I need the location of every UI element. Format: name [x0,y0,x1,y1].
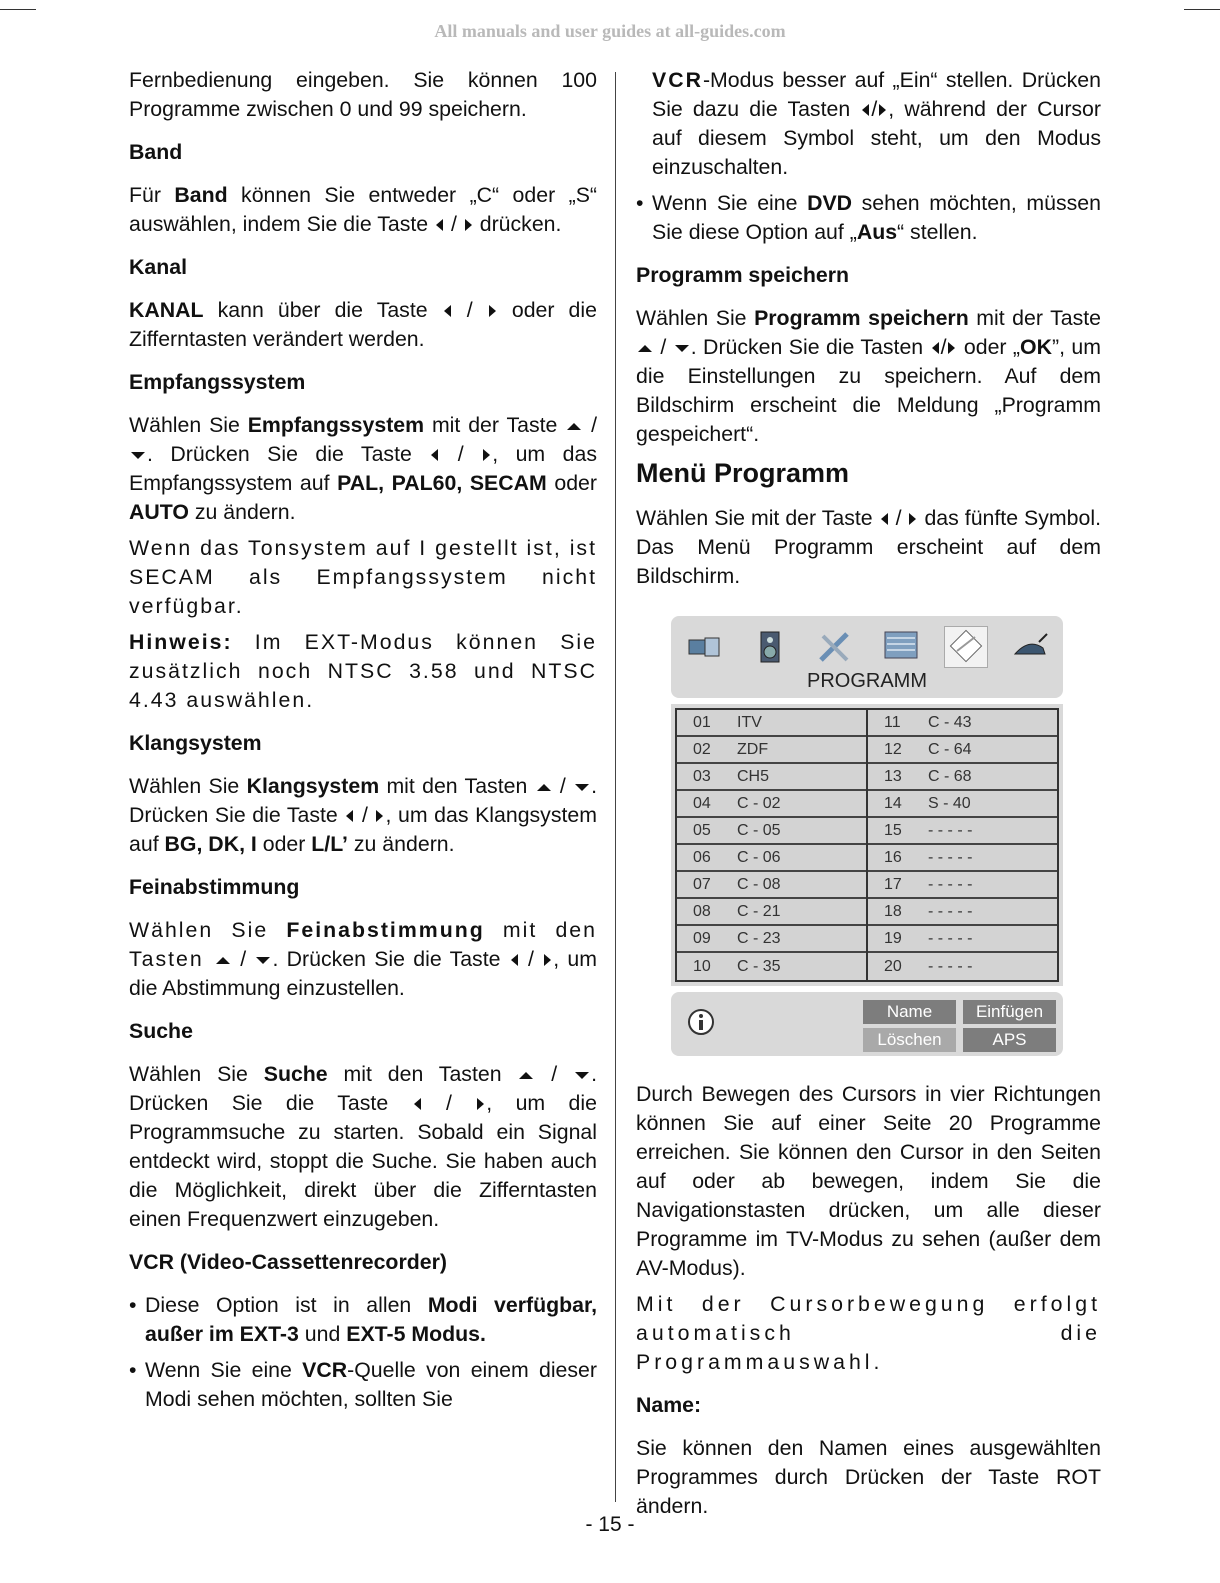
bold-text: EXT-5 Modus. [346,1322,486,1346]
cursor-paragraph: Durch Bewegen des Cursors in vier Richtungen können Sie auf einer Seite 20 Programme erreichen. Sie können den Cursor in den Seiten auf oder ab bewegen, indem Sie die Navigationstasten drücken, um alle dieser Programme im TV-Modus zu sehen (außer dem AV-Modus). [636,1082,1101,1280]
program-row[interactable] [868,872,1057,899]
program-name: C - 35 [737,958,781,975]
down-arrow-icon [575,784,589,791]
program-number: 11 [884,714,901,731]
einfuegen-button[interactable]: Einfügen [963,1000,1056,1024]
empfang-heading: Empfangssystem [129,370,306,394]
program-name: C - 02 [737,795,781,812]
program-row[interactable] [868,845,1057,872]
program-name: - - - - - [928,930,973,947]
name-button[interactable]: Name [863,1000,956,1024]
dvd-bullet [636,189,1101,247]
intro-paragraph: Fernbedienung eingeben. Sie können 100 Programme zwischen 0 und 99 speichern. [129,68,597,121]
program-name: C - 68 [928,768,972,785]
right-arrow-icon [477,1098,484,1110]
program-row[interactable] [677,926,866,953]
bold-text: Aus [856,220,898,244]
menu-programm-paragraph: Wählen Sie mit der Taste / das fünfte Symbol. Das Menü Programm erscheint auf dem Bildschirm. [636,506,1101,588]
program-name: - - - - - [928,876,973,893]
program-number: 08 [693,903,711,920]
name-paragraph: Sie können den Namen eines ausgewählten Programmes durch Drücken der Taste ROT ändern. [636,1436,1101,1518]
program-column-right [866,710,1057,980]
left-column [129,66,597,1421]
hint-paragraph [129,628,597,715]
program-number: 06 [693,849,711,866]
program-number: 14 [884,795,902,812]
text: , während der Cursor auf diesem Symbol steht, um den Modus einzuschalten. [652,97,1101,179]
suche-heading: Suche [129,1019,193,1043]
text: zu ändern. [188,500,296,524]
kanal-heading: Kanal [129,255,187,279]
fein-heading: Feinabstimmung [129,875,300,899]
program-name: C - 43 [928,714,972,731]
text: . Drücken Sie die Taste [129,774,598,827]
text: Im EXT-Modus können Sie zusätzlich noch NTSC 3.58 und NTSC 4.43 auswählen. [129,630,597,712]
bold-text: BG, DK, I [164,832,257,856]
text: und [298,1322,347,1346]
program-number: 03 [693,768,711,785]
program-number: 07 [693,876,711,893]
crop-mark-right [1184,9,1220,10]
text: . Drücken Sie die Taste [272,947,509,971]
left-arrow-icon [436,219,443,231]
aps-button[interactable]: APS [963,1028,1056,1052]
bold-text: Modi verfügbar, außer im EXT-3 [145,1293,598,1346]
osd-header [671,616,1063,698]
program-number: 20 [884,958,902,975]
right-arrow-icon [376,810,383,822]
text: , um die Programmsuche zu starten. Sobald ein Signal entdeckt wird, stoppt die Suche. Sie haben auch die Möglichkeit, direkt über die Zifferntasten einen Frequenzwert einzugeben. [129,1091,597,1231]
menu-programm-heading: Menü Programm [636,458,850,488]
program-row[interactable] [677,953,866,980]
program-row[interactable] [868,791,1057,818]
program-name: CH5 [737,768,770,785]
program-row[interactable] [868,818,1057,845]
program-name: ZDF [737,741,769,758]
right-column [636,66,1101,1528]
text: Wählen Sie [636,306,755,330]
bold-text: OK [1020,335,1052,359]
osd-title: PROGRAMM [807,670,927,692]
program-row[interactable] [677,791,866,818]
text: Wählen Sie [129,413,248,437]
bold-text: DVD [807,191,853,215]
program-number: 10 [693,958,711,975]
bold-text: Programm speichern [754,306,969,330]
program-name: C - 08 [737,876,781,893]
program-number: 16 [884,849,902,866]
right-arrow-icon [544,954,551,966]
text: -Quelle von einem dieser Modi sehen möchten, sollten Sie [145,1358,597,1411]
text: mit den Tasten [129,918,597,971]
program-number: 19 [884,930,902,947]
bold-text: VCR [652,68,703,92]
text: mit den Tasten [327,1062,518,1086]
text: oder „ [957,335,1021,359]
left-arrow-icon [862,104,869,116]
bold-text: VCR [302,1358,348,1382]
program-number: 18 [884,903,902,920]
text: , um das Empfangssystem auf [129,442,597,495]
program-name: S - 40 [928,795,971,812]
speichern-paragraph: Wählen Sie Programm speichern mit der Taste / . Drücken Sie die Tasten / oder „OK”, um die Einstellungen zu speichern. Auf dem Bildschirm erscheint die Meldung „Programm gespeichert“. [636,306,1101,446]
bold-text: Band [174,183,228,207]
text: das fünfte Symbol. Das Menü Programm erscheint auf dem Bildschirm. [636,506,1101,588]
band-heading: Band [129,140,183,164]
secam-paragraph: Wenn das Tonsystem auf I gestellt ist, ist SECAM als Empfangssystem nicht verfügbar. [129,536,597,618]
suche-paragraph: Wählen Sie Suche mit den Tasten / . Drücken Sie die Taste / , um die Programmsuche zu starten. Sobald ein Signal entdeckt wird, stoppt die Suche. Sie haben auch die Möglichkeit, direkt über die Zifferntasten einen Frequenzwert einzugeben. [129,1062,597,1231]
osd-program-list [671,704,1063,986]
text: drücken. [473,212,562,236]
right-arrow-icon [948,342,955,354]
bold-text: Klangsystem [246,774,380,798]
vcr-heading: VCR (Video-Cassettenrecorder) [129,1250,447,1274]
info-icon [687,1008,715,1036]
up-arrow-icon [519,1072,533,1079]
text: . Drücken Sie die Tasten [690,335,930,359]
text: oder [256,832,312,856]
right-arrow-icon [465,219,472,231]
program-row[interactable] [677,710,866,737]
program-number: 02 [693,741,711,758]
text: Diese Option ist in allen [145,1293,428,1317]
up-arrow-icon [216,957,230,964]
program-name: C - 64 [928,741,972,758]
speichern-heading: Programm speichern [636,263,850,287]
program-number: 04 [693,795,711,812]
program-grid [675,708,1059,982]
text: Für [129,183,175,207]
right-arrow-icon [489,305,496,317]
right-arrow-icon [879,104,886,116]
right-arrow-icon [909,513,916,525]
down-arrow-icon [675,345,689,352]
crop-mark-left [0,9,36,10]
up-arrow-icon [638,345,652,352]
left-arrow-icon [932,342,939,354]
text: Wenn Sie eine [145,1358,303,1382]
program-name: C - 06 [737,849,781,866]
program-number: 12 [884,741,902,758]
text: Wenn Sie eine [652,191,808,215]
down-arrow-icon [131,452,145,459]
program-name: - - - - - [928,822,973,839]
up-arrow-icon [537,784,551,791]
down-arrow-icon [575,1072,589,1079]
text: können Sie entweder „C“ oder „S“ auswählen, indem Sie die Taste [129,183,597,236]
program-number: 17 [884,876,902,893]
program-number: 09 [693,930,711,947]
text: , um die Abstimmung einzustellen. [129,947,597,1000]
text: oder die Zifferntasten verändert werden. [129,298,597,351]
program-name: C - 23 [737,930,781,947]
text: . Drücken Sie die Taste [129,1062,597,1115]
program-name: - - - - - [928,903,973,920]
text: oder [546,471,597,495]
left-arrow-icon [414,1098,421,1110]
name-heading: Name: [636,1393,702,1417]
text: Wählen Sie [129,774,247,798]
bold-text: AUTO [129,500,189,524]
empfang-paragraph: Wählen Sie Empfangssystem mit der Taste / . Drücken Sie die Taste / , um das Empfangssystem auf PAL, PAL60, SECAM oder AUTO zu ändern. [129,413,597,524]
fein-paragraph: Wählen Sie Feinabstimmung mit den Tasten / . Drücken Sie die Taste / , um die Abstimmung einzustellen. [129,918,597,1000]
program-row[interactable] [677,764,866,791]
programm-osd-menu [671,616,1063,1056]
program-icon[interactable] [944,626,988,668]
program-column-left [677,710,866,980]
program-row[interactable] [868,737,1057,764]
program-name: - - - - - [928,958,973,975]
osd-footer [671,992,1063,1056]
program-row[interactable] [868,953,1057,980]
text: sehen möchten, müssen Sie diese Option auf „ [652,191,1101,244]
program-row[interactable] [677,818,866,845]
kanal-paragraph: KANAL kann über die Taste / oder die Zifferntasten verändert werden. [129,298,597,351]
bold-text: Empfangssystem [247,413,425,437]
program-name: - - - - - [928,849,973,866]
program-row[interactable] [677,872,866,899]
install-icon[interactable] [879,626,923,668]
klang-heading: Klangsystem [129,731,262,755]
vcr-bullet-2 [129,1356,597,1414]
program-name: C - 21 [737,903,781,920]
program-row[interactable] [868,710,1057,737]
auto-select-paragraph: Mit der Cursorbewegung erfolgt automatisch die Programmauswahl. [636,1292,1101,1374]
bold-text: Hinweis: [129,630,233,654]
text: mit der Taste [424,413,566,437]
text: “ stellen. [897,220,978,244]
bold-text: L/L’ [311,832,348,856]
source-icon[interactable] [1009,626,1053,668]
sound-icon[interactable] [748,626,792,668]
program-row[interactable] [868,764,1057,791]
text: mit den Tasten [379,774,535,798]
text: Wählen Sie [129,1062,264,1086]
osd-icon-bar [683,626,1053,668]
left-arrow-icon [444,305,451,317]
program-row[interactable] [677,899,866,926]
text: mit der Taste [968,306,1101,330]
vcr-bullet-1 [129,1291,597,1349]
program-number: 13 [884,768,902,785]
picture-icon[interactable] [683,626,727,668]
left-arrow-icon [431,449,438,461]
program-row[interactable] [677,737,866,764]
program-row[interactable] [868,926,1057,953]
right-arrow-icon [483,449,490,461]
program-row[interactable] [677,845,866,872]
left-arrow-icon [511,954,518,966]
program-number: 05 [693,822,711,839]
band-paragraph: Für Band können Sie entweder „C“ oder „S“ auswählen, indem Sie die Taste / drücken. [129,183,597,236]
column-divider [615,72,616,1502]
bold-text: Feinabstimmung [286,918,485,942]
text: kann über die Taste [203,298,442,322]
bold-text: Suche [263,1062,328,1086]
text: -Modus besser auf „Ein“ stellen. Drücken Sie dazu die Tasten [652,68,1101,121]
text: zu ändern. [347,832,455,856]
klang-paragraph: Wählen Sie Klangsystem mit den Tasten / . Drücken Sie die Taste / , um das Klangsystem auf BG, DK, I oder L/L’ zu ändern. [129,774,598,856]
program-name: ITV [737,714,762,731]
bold-text: PAL, PAL60, SECAM [337,471,547,495]
text: ”, um die Einstellungen zu speichern. Auf dem Bildschirm erscheint die Meldung „Programm gespeichert“. [636,335,1101,446]
program-number: 01 [693,714,711,731]
vcr-continued-paragraph: VCR-Modus besser auf „Ein“ stellen. Drücken Sie dazu die Tasten / , während der Cursor auf diesem Symbol steht, um den Modus einzuschalten. [652,68,1101,179]
text: Wählen Sie mit der Taste [636,506,879,530]
text: . Drücken Sie die Taste [147,442,430,466]
down-arrow-icon [256,957,270,964]
up-arrow-icon [567,423,581,430]
left-arrow-icon [881,513,888,525]
watermark: All manuals and user guides at all-guides.com [434,21,786,41]
program-name: C - 05 [737,822,781,839]
text: Wählen Sie [129,918,287,942]
features-icon[interactable] [813,626,857,668]
text: , um das Klangsystem auf [129,803,597,856]
loeschen-button[interactable]: Löschen [863,1028,956,1052]
left-arrow-icon [346,810,353,822]
bold-text: KANAL [129,298,204,322]
program-row[interactable] [868,899,1057,926]
page-number: - 15 - [585,1513,635,1536]
program-number: 15 [884,822,902,839]
